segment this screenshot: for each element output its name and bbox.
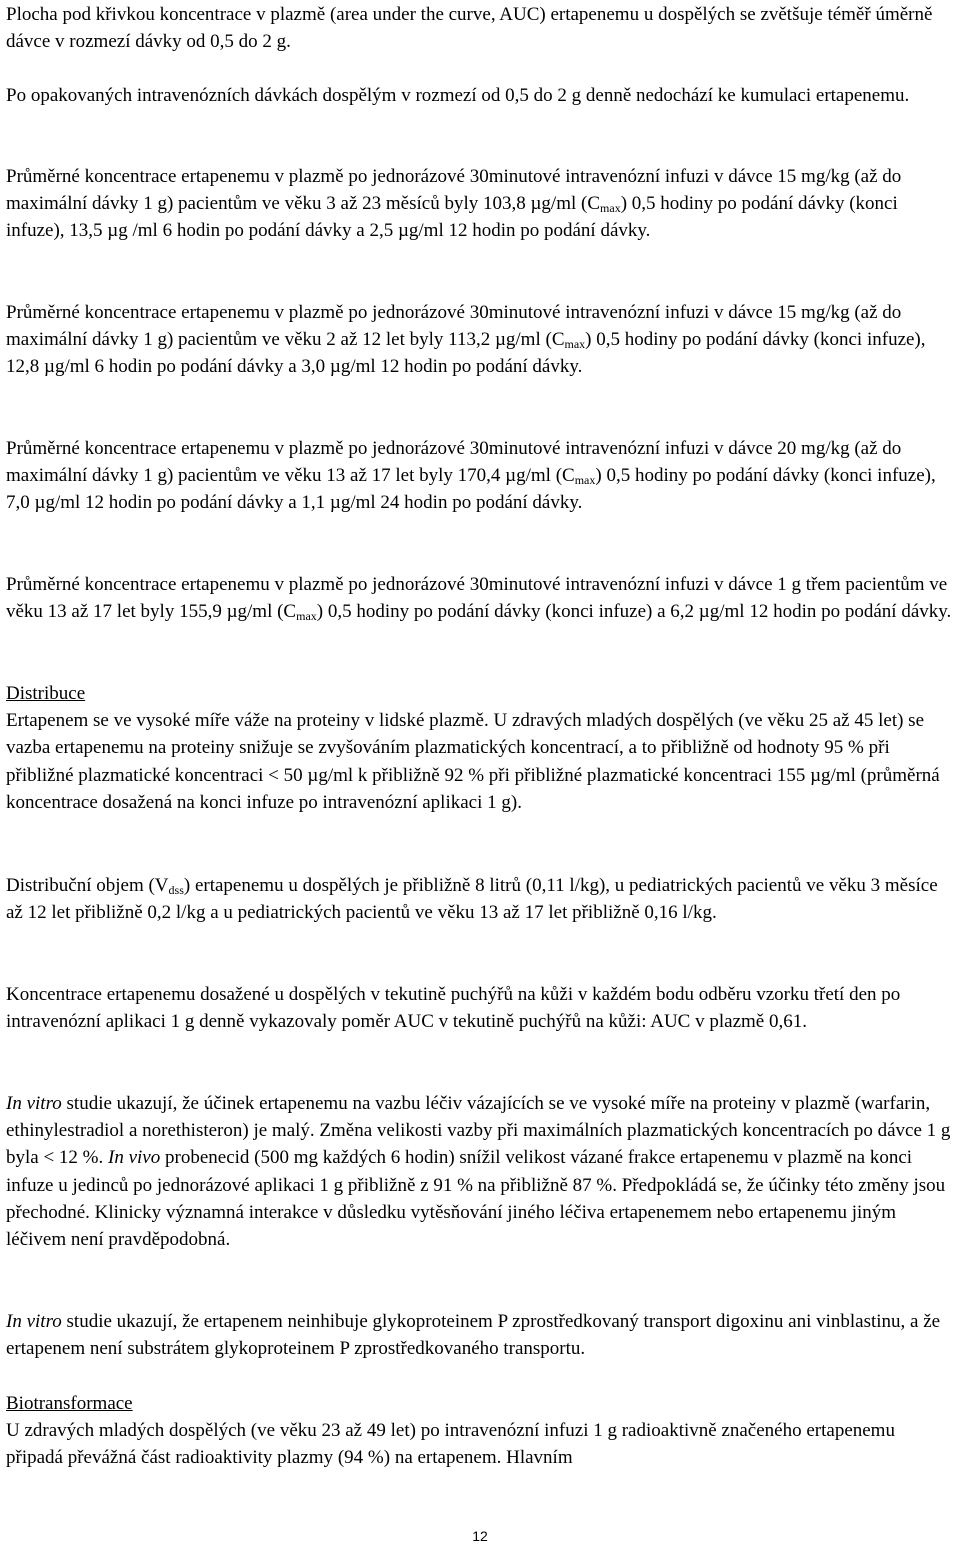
paragraph-children-3-23-months: Průměrné koncentrace ertapenemu v plazmě po jednorázové 30minutové intravenózní infuzi v dávce 15 mg/kg (až do maximální dávky 1 g) pacientům ve věku 3 až 23 měsíců byly 103,8 µg/ml $(C_{max})$ 0,5 hodiny po podání dávky (konci infuze), 13,5 µg /ml 6 hodin po podání dávky a 2,5 µg/ml 12 hodin po podání dávky. [6,166,902,242]
section-distribuce [6,680,956,816]
paragraph-kumulace: Po opakovaných intravenózních dávkách dospělým v rozmezí od 0,5 do 2 g denně nedochází ke kumulaci ertapenemu. [6,85,910,106]
heading-distribuce: Distribuce [6,683,86,704]
paragraph-protein-binding: Ertapenem se ve vysoké míře váže na proteiny v lidské plazmě. U zdravých mladých dospělých (ve věku 25 až 45 let) se vazba ertapenemu na proteiny snižuje se zvyšováním plazmatických koncentrací, a to přibližně od hodnoty 95 % při přibližné plazmatické koncentraci < 50 µg/ml k přibližně 92 % při přibližné plazmatické koncentraci 155 µg/ml (průměrná koncentrace dosažená na konci infuze po intravenózní aplikaci 1 g). [6,710,940,813]
paragraph-biotransformation: U zdravých mladých dospělých (ve věku 23 až 49 let) po intravenózní infuzi 1 g radioaktivně značeného ertapenemu připadá převážná část radioaktivity plazmy (94 %) na ertapenem. Hlavním [6,1420,895,1469]
paragraph-adolescents-1g: Průměrné koncentrace ertapenemu v plazmě po jednorázové 30minutové intravenózní infuzi v dávce 1 g třem pacientům ve věku 13 až 17 let byly 155,9 µg/ml $(C_{max})$ 0,5 hodiny po podání dávky (konci infuze) a 6,2 µg/ml 12 hodin po podání dávky. [6,574,952,624]
page-number: 12 [472,1528,488,1544]
paragraph-in-vitro-glycoprotein: In vitro studie ukazují, že ertapenem neinhibuje glykoproteinem P zprostředkovaný transport digoxinu ani vinblastinu, a že ertapenem není substrátem glykoproteinem P zprostředkovaného transportu. [6,1311,941,1360]
paragraph-blister-fluid: Koncentrace ertapenemu dosažené u dospělých v tekutině puchýřů na kůži v každém bodu odběru vzorku třetí den po intravenózní aplikaci 1 g denně vykazovaly poměr AUC v tekutině puchýřů na kůži: AUC v plazmě 0,61. [6,984,901,1033]
paragraph-children-2-12-years: Průměrné koncentrace ertapenemu v plazmě po jednorázové 30minutové intravenózní infuzi v dávce 15 mg/kg (až do maximální dávky 1 g) pacientům ve věku 2 až 12 let byly 113,2 µg/ml $(C_{max})$ 0,5 hodiny po podání dávky (konci infuze), 12,8 µg/ml 6 hodin po podání dávky a 3,0 µg/ml 12 hodin po podání dávky. [6,302,926,378]
heading-biotransformace: Biotransformace [6,1393,133,1414]
paragraph-distribution-volume: Distribuční objem $(V_{dss})$ ertapenemu u dospělých je přibližně 8 litrů (0,11 l/kg), u pediatrických pacientů ve věku 3 měsíce až 12 let přibližně 0,2 l/kg a u pediatrických pacientů ve věku 13 až 17 let přibližně 0,16 l/kg. [6,875,938,924]
paragraph-in-vitro-binding: In vitro studie ukazují, že účinek ertapenemu na vazbu léčiv vázajících se ve vysoké míře na proteiny v plazmě (warfarin, ethinylestradiol a norethisteron) je malý. Změna velikosti vazby při maximálních plazmatických koncentracích po dávce 1 g byla < 12 %. In vivo probenecid (500 mg každých 6 hodin) snížil velikost vázané frakce ertapenemu v plazmě na konci infuze u jedinců po jednorázové aplikaci 1 g přibližně z 91 % na přibližně 87 %. Předpokládá se, že účinky této změny jsou přechodné. Klinicky významná interakce v důsledku vytěsňování jiného léčiva ertapenemem nebo ertapenemu jiným léčivem není pravděpodobná. [6,1093,951,1251]
section-biotransformace [6,1390,956,1472]
paragraph-adolescents-20mgkg: Průměrné koncentrace ertapenemu v plazmě po jednorázové 30minutové intravenózní infuzi v dávce 20 mg/kg (až do maximální dávky 1 g) pacientům ve věku 13 až 17 let byly 170,4 µg/ml $(C_{max})$ 0,5 hodiny po podání dávky (konci infuze), 7,0 µg/ml 12 hodin po podání dávky a 1,1 µg/ml 24 hodin po podání dávky. [6,438,936,514]
paragraph-auc: Plocha pod křivkou koncentrace v plazmě (area under the curve, AUC) ertapenemu u dospělých se zvětšuje téměř úměrně dávce v rozmezí dávky od 0,5 do 2 g. [6,4,933,53]
